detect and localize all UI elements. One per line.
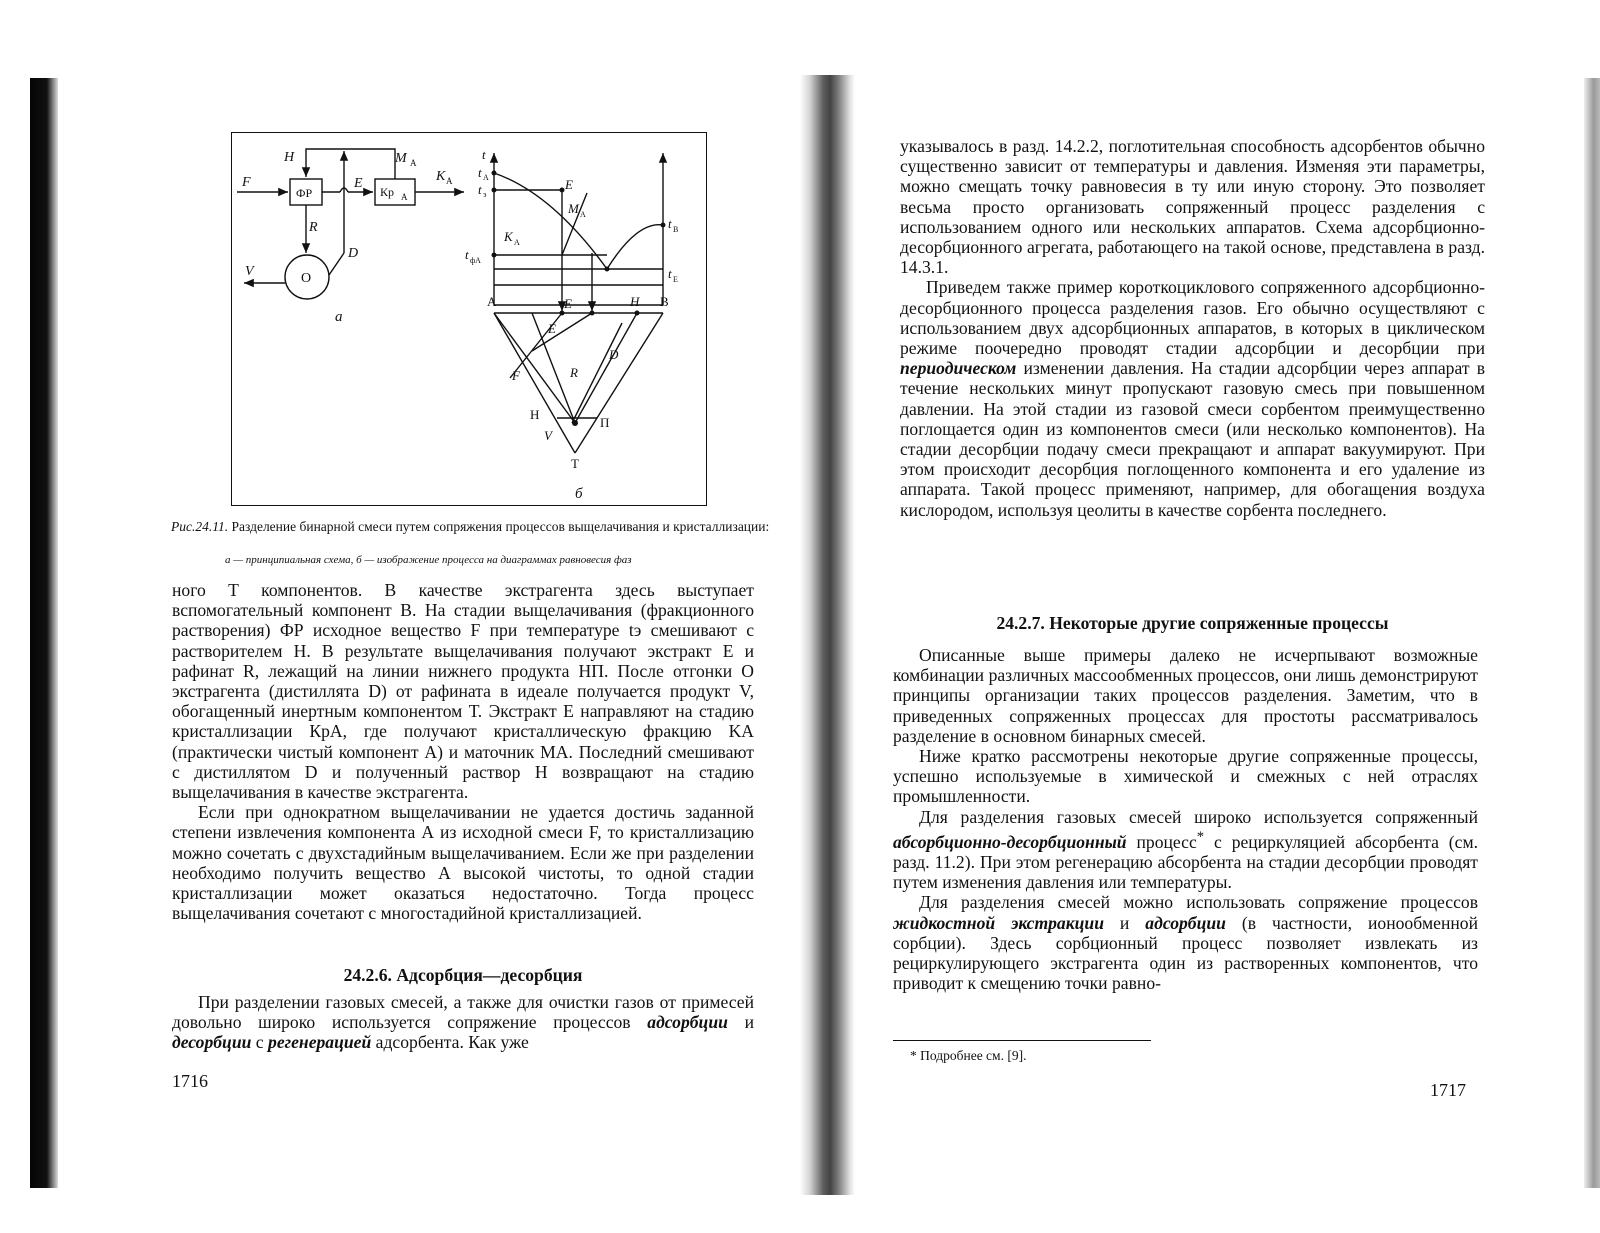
label-KA: K	[504, 229, 513, 244]
text-run: и	[1104, 912, 1146, 933]
right-text-column-2	[893, 645, 1478, 993]
left-paragraph-2: Если при однократном выщелачивании не удается достичь заданной степени извлечения компонента А из исходной смеси F, то кристаллизацию можно сочетать с двухстадийным выщелачиванием. Если же при разделении необходимо получить вещество А высокой чистоты, то одной стадии кристаллизации может оказаться недостаточно. Тогда процесс выщелачивания сочетают с многостадийной кристаллизацией.	[172, 802, 754, 924]
left-paragraph-3	[172, 992, 754, 1053]
label-R: R	[309, 220, 318, 235]
right-paragraph-5	[893, 807, 1478, 893]
label-MA-sub: A	[580, 210, 586, 219]
label-Kr: Кр	[380, 185, 395, 199]
term-adsorption: адсорбции	[647, 1012, 728, 1033]
text-run: с	[251, 1032, 269, 1053]
label-V: V	[245, 264, 254, 279]
footnote-marker: *	[1196, 828, 1205, 845]
label-F2: F	[512, 368, 520, 383]
label-F: F	[242, 175, 251, 190]
label-E: E	[354, 176, 363, 191]
right-paragraph-3: Описанные выше примеры далеко не исчерпывают возможные комбинации различных массообменных процессов, они лишь демонстрируют принципы организации таких процессов разделения. Заметим, что в приведенных сопряженных процессах для простоты рассматривалось разделение в основном бинарных смесей.	[893, 645, 1478, 746]
right-paragraph-2	[900, 277, 1485, 519]
footnote-rule	[893, 1040, 1151, 1041]
label-B: B	[660, 294, 669, 309]
text-run: с рециркуляцией абсорбента (см. разд. 11.2). При этом регенерацию абсорбента на стадии десорбции проводят путем изменения давления или температуры.	[893, 831, 1478, 893]
label-R2: R	[570, 365, 578, 380]
right-paragraph-4: Ниже кратко рассмотрены некоторые другие сопряженные процессы, успешно используемые в химической и смежных с ней отраслях промышленности.	[893, 746, 1478, 807]
right-paragraph-6	[893, 892, 1478, 993]
label-V2: V	[544, 428, 552, 443]
text-run: и	[727, 1012, 754, 1033]
label-KA-sub: A	[514, 238, 520, 247]
caption-text: Разделение бинарной смеси путем сопряжения процессов выщелачивания и кристаллизации:	[231, 519, 770, 534]
section-heading-24-2-7: 24.2.7. Некоторые другие сопряженные процессы	[996, 613, 1389, 633]
label-t3-sub: э	[483, 190, 487, 199]
text-run: Приведем также пример короткоциклового сопряженного адсорбционно-десорбционного процесса разделения газов. Его обычно осуществляют с использованием двух адсорбционных аппаратов, в которых в циклическом режиме поочередно проводят стадии адсорбции и десорбции при	[900, 277, 1485, 359]
figure-b-label: б	[575, 486, 583, 502]
book-edge-right	[1584, 78, 1600, 1188]
footnote: * Подробнее см. [9].	[910, 1048, 1027, 1063]
label-M-sub: A	[410, 158, 417, 168]
term-desorption: десорбции	[172, 1032, 252, 1053]
left-text-column	[172, 580, 754, 923]
label-E2: E	[564, 296, 572, 311]
text-run: При разделении газовых смесей, а также для очистки газов от примесей довольно широко используется сопряжение процессов	[172, 992, 754, 1033]
label-H: H	[284, 150, 295, 165]
term-absorption-desorption: абсорбционно-десорбционный	[893, 831, 1127, 852]
label-P: П	[600, 415, 610, 430]
label-tFA-sub: фA	[470, 256, 481, 265]
label-tFA: t	[465, 247, 469, 262]
label-D: D	[348, 246, 359, 261]
label-K: K	[436, 169, 446, 184]
label-MA: M	[568, 201, 579, 216]
caption-legend: а — принципиальная схема, б — изображение процесса на диаграммах равновесия фаз	[225, 554, 632, 566]
section-heading-24-2-6: 24.2.6. Адсорбция—десорбция	[343, 965, 583, 985]
term-adsorption-2: адсорбции	[1145, 912, 1226, 933]
label-tA: t	[478, 165, 482, 180]
label-Kr-sub: A	[401, 192, 408, 202]
label-tB1-sub: B	[673, 225, 679, 234]
label-FR: ФР	[296, 186, 313, 200]
scheme-a	[237, 149, 464, 299]
left-text-column-2	[172, 992, 754, 1053]
term-regeneration: регенерацией	[268, 1032, 372, 1053]
figure-caption	[171, 519, 771, 535]
label-E3: E	[548, 321, 556, 336]
label-M: M	[395, 151, 407, 166]
text-run: изменении давления. На стадии адсорбции через аппарат в течение нескольких минут пропускают газовую смесь при повышенном давлении. На этой стадии из газовой смеси сорбентом преимущественно поглощается один из компонентов смеси (или несколько компонентов). На стадии десорбции подачу смеси прекращают и аппарат вакуумируют. При этом происходит десорбция поглощенного компонента и его удаление из аппарата. Такой процесс применяют, например, для обогащения воздуха кислородом, используя цеолиты в качестве сорбента последнего.	[900, 358, 1485, 520]
label-O: О	[301, 271, 312, 286]
label-tA-sub: A	[483, 173, 489, 182]
label-t-axis: t	[482, 147, 486, 162]
label-tB2-sub: E	[673, 275, 678, 284]
label-K-sub: A	[446, 176, 453, 186]
right-text-column	[900, 136, 1485, 520]
book-spine	[800, 75, 855, 1195]
figure-diagram	[232, 133, 706, 505]
label-tB1: t	[668, 216, 672, 231]
label-T: Т	[571, 456, 579, 471]
label-tB2: t	[668, 266, 672, 281]
label-H2: H	[630, 294, 640, 309]
term-liquid-extraction: жидкостной экстракции	[893, 912, 1104, 933]
page-number-right: 1717	[1430, 1080, 1466, 1100]
left-paragraph-1: ного Т компонентов. В качестве экстрагента здесь выступает вспомогательный компонент В. На стадии выщелачивания (фракционного растворения) ФР исходное вещество F при температуре tэ смешивают с растворителем H. В результате выщелачивания получают экстракт E и рафинат R, лежащий на линии нижнего продукта НП. После отгонки О экстрагента (дистиллята D) от рафината в идеале получается продукт V, обогащенный инертным компонентом Т. Экстракт E направляют на стадию кристаллизации КрA, где получают кристаллическую фракцию KA (практически чистый компонент А) и маточник MA. Последний смешивают с дистиллятом D и полученный раствор H возвращают на стадию выщелачивания в качестве экстрагента.	[172, 580, 754, 803]
text-run: (в частности, ионообменной сорбции). Здесь сорбционный процесс позволяет извлекать из рециркулирующего экстрагента один из растворенных компонентов, что приводит к смещению точки равно-	[893, 912, 1478, 994]
label-t3: t	[478, 182, 482, 197]
right-paragraph-1: указывалось в разд. 14.2.2, поглотительная способность адсорбентов обычно существенно зависит от температуры и давления. Изменяя эти параметры, можно смещать точку равновесия в ту или иную сторону. Это позволяет весьма просто организовать сопряженный процесс разделения с использованием одного или нескольких аппаратов. Схема адсорбционно-десорбционного агрегата, работающего на такой основе, представлена в разд. 14.3.1.	[900, 136, 1485, 278]
text-run: Для разделения газовых смесей широко используется сопряженный	[919, 806, 1478, 827]
text-run: процесс	[1126, 831, 1197, 852]
text-run: Для разделения смесей можно использовать сопряжение процессов	[919, 892, 1478, 913]
page-number-left: 1716	[172, 1071, 208, 1091]
text-run: адсорбента. Как уже	[371, 1032, 529, 1053]
label-E1: E	[565, 177, 573, 192]
label-D2: D	[609, 347, 619, 362]
term-periodic: периодическом	[900, 358, 1017, 379]
label-N: Н	[530, 407, 540, 422]
figure-24-11	[231, 132, 707, 506]
label-A: A	[487, 294, 497, 309]
caption-number: Рис.24.11.	[171, 519, 229, 534]
figure-a-label: а	[335, 309, 343, 325]
